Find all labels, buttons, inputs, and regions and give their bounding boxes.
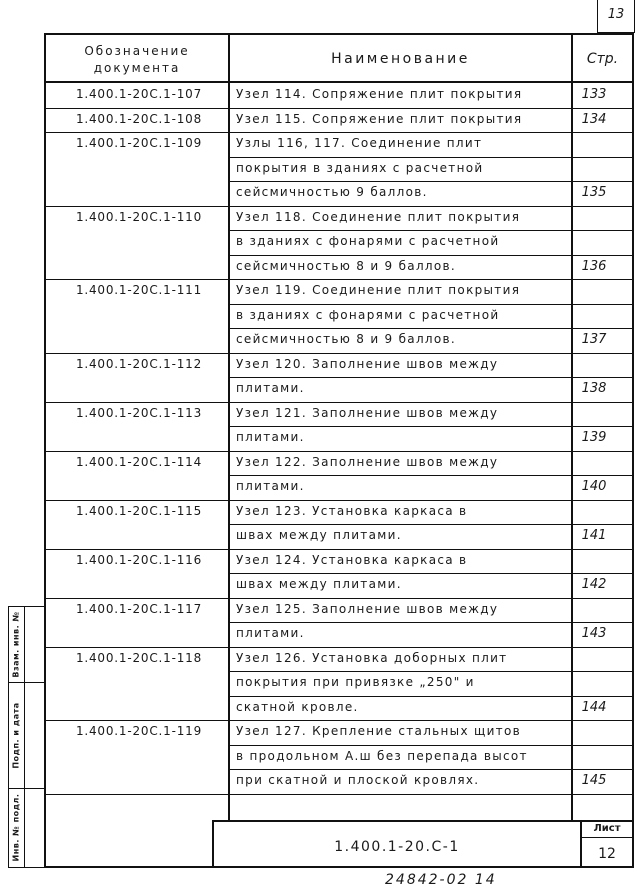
row-code: 1.400.1-20С.1-118 bbox=[75, 650, 203, 665]
row-name-line: плитами. bbox=[236, 430, 305, 444]
row-code: 1.400.1-20С.1-113 bbox=[75, 405, 203, 420]
row-name-line: Узлы 116, 117. Соединение плит bbox=[236, 136, 483, 150]
row-page: 141 bbox=[581, 528, 607, 543]
row-name-line: швах между плитами. bbox=[236, 577, 402, 591]
row-name-line: Узел 120. Заполнение швов между bbox=[236, 356, 499, 371]
row-name-line: Узел 127. Крепление стальных щитов bbox=[236, 724, 521, 738]
row-page: 138 bbox=[581, 381, 607, 396]
row-name-line: в продольном А.ш без перепада высот bbox=[236, 748, 528, 763]
row-page: 144 bbox=[581, 699, 607, 715]
row-name-line: покрытия при привязке „250" и bbox=[236, 675, 475, 689]
row-code: 1.400.1-20С.1-114 bbox=[75, 454, 203, 469]
side-label-inv-orig: Инв. № подл. bbox=[11, 793, 21, 862]
row-page: 142 bbox=[581, 577, 607, 592]
row-name-line: Узел 118. Соединение плит покрытия bbox=[236, 209, 521, 224]
row-code: 1.400.1-20С.1-108 bbox=[75, 111, 203, 126]
row-name-line: Узел 125. Заполнение швов между bbox=[236, 601, 499, 616]
row-name-line: Узел 114. Сопряжение плит покрытия bbox=[236, 87, 523, 101]
row-page: 140 bbox=[581, 479, 607, 494]
sheet-number: 13 bbox=[607, 7, 625, 22]
row-name-line: сейсмичностью 8 и 9 баллов. bbox=[236, 258, 457, 273]
row-name-line: Узел 124. Установка каркаса в bbox=[236, 552, 468, 567]
bottom-stamp: 24842-02 14 bbox=[385, 872, 497, 888]
row-name-line: сейсмичностью 9 баллов. bbox=[236, 185, 428, 199]
row-name-line: сейсмичностью 8 и 9 баллов. bbox=[236, 332, 457, 346]
header-name: Наименование bbox=[331, 51, 470, 67]
row-name-line: Узел 122. Заполнение швов между bbox=[236, 454, 499, 469]
row-name-line: в зданиях с фонарями с расчетной bbox=[236, 307, 500, 322]
row-code: 1.400.1-20С.1-109 bbox=[75, 136, 203, 150]
row-code: 1.400.1-20С.1-116 bbox=[75, 552, 203, 567]
row-code: 1.400.1-20С.1-107 bbox=[75, 87, 203, 101]
row-name-line: плитами. bbox=[236, 381, 305, 395]
title-block-code: 1.400.1-20.С-1 bbox=[334, 839, 460, 855]
row-name-line: Узел 123. Установка каркаса в bbox=[236, 503, 468, 518]
row-code: 1.400.1-20С.1-110 bbox=[75, 209, 203, 224]
row-code: 1.400.1-20С.1-112 bbox=[75, 356, 203, 371]
row-code: 1.400.1-20С.1-111 bbox=[75, 283, 203, 297]
title-block-sheet-label: Лист bbox=[593, 823, 621, 834]
side-label-replace-inv: Взам. инв. № bbox=[11, 610, 21, 678]
row-page: 133 bbox=[581, 87, 607, 102]
side-label-sign-date: Подп. и дата bbox=[11, 701, 21, 769]
row-page: 135 bbox=[581, 185, 607, 200]
row-name-line: плитами. bbox=[236, 626, 305, 640]
row-name-line: скатной кровле. bbox=[236, 699, 359, 714]
row-page: 143 bbox=[581, 626, 607, 641]
header-page: Стр. bbox=[586, 51, 619, 67]
row-name-line: Узел 121. Заполнение швов между bbox=[236, 405, 499, 420]
row-name-line: Узел 126. Установка доборных плит bbox=[236, 650, 508, 665]
row-name-line: при скатной и плоской кровлях. bbox=[236, 773, 480, 787]
row-code: 1.400.1-20С.1-117 bbox=[75, 601, 203, 616]
row-code: 1.400.1-20С.1-115 bbox=[75, 503, 203, 518]
row-code: 1.400.1-20С.1-119 bbox=[75, 724, 203, 738]
row-name-line: швах между плитами. bbox=[236, 528, 402, 542]
row-name-line: Узел 119. Соединение плит покрытия bbox=[236, 283, 521, 297]
header-designation-line1: Обозначение bbox=[84, 44, 190, 58]
title-block-sheet-value: 12 bbox=[598, 846, 616, 862]
row-name-line: в зданиях с фонарями с расчетной bbox=[236, 234, 500, 248]
header-designation-line2: документа bbox=[93, 61, 181, 75]
row-page: 136 bbox=[581, 258, 607, 274]
row-page: 137 bbox=[581, 332, 607, 347]
row-name-line: плитами. bbox=[236, 479, 305, 493]
row-page: 139 bbox=[581, 430, 607, 445]
row-page: 134 bbox=[581, 111, 607, 127]
row-name-line: Узел 115. Сопряжение плит покрытия bbox=[236, 111, 523, 126]
row-name-line: покрытия в зданиях с расчетной bbox=[236, 160, 484, 175]
row-page: 145 bbox=[581, 773, 607, 788]
